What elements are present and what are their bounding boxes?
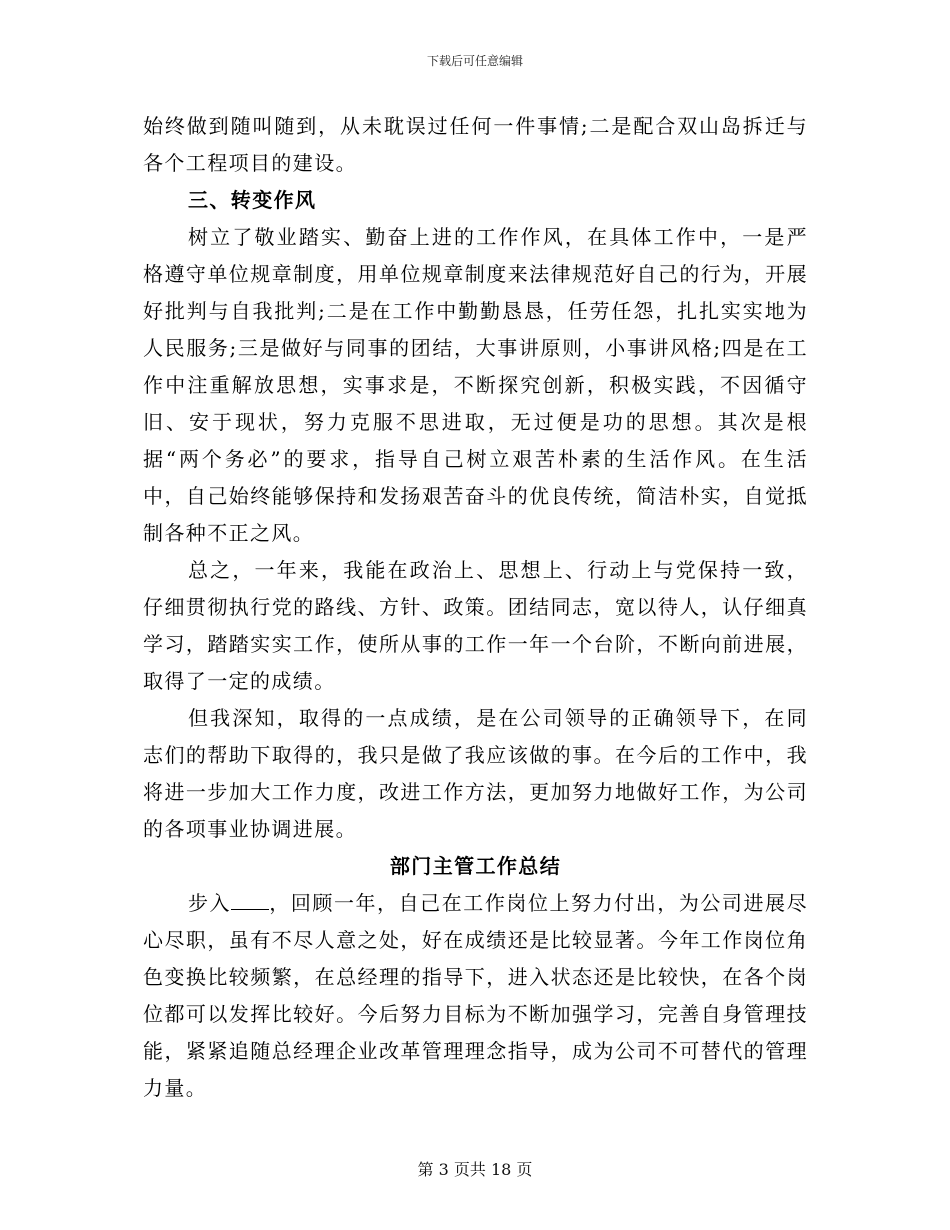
- page-header-note: 下载后可任意编辑: [426, 54, 523, 68]
- paragraph-manager-intro: [143, 885, 808, 1107]
- fill-in-blank: [231, 891, 269, 910]
- paragraph-summary: 总之，一年来，我能在政治上、思想上、行动上与党保持一致，仔细贯彻执行党的路线、方针、政策。团结同志，宽以待人，认仔细真学习，踏踏实实工作，使所从事的工作一年一个台阶，不断向前进展，取得了一定的成绩。: [143, 558, 808, 693]
- section-heading-style: 三、转变作风: [188, 188, 317, 212]
- page-number-footer: 第 3 页共 18 页: [417, 1160, 533, 1179]
- document-body: [143, 108, 808, 1107]
- paragraph-manager-intro-start: 步入: [188, 891, 232, 915]
- document-title-manager-summary: 部门主管工作总结: [389, 854, 562, 878]
- paragraph-continued: 始终做到随叫随到，从未耽误过任何一件事情;二是配合双山岛拆迁与各个工程项目的建设。: [143, 114, 808, 175]
- paragraph-manager-intro-rest: ，回顾一年，自己在工作岗位上努力付出，为公司进展尽心尽职，虽有不尽人意之处，好在成绩还是比较显著。今年工作岗位角色变换比较频繁，在总经理的指导下，进入状态还是比较快，在各个岗位都可以发挥比较好。今后努力目标为不断加强学习，完善自身管理技能，紧紧追随总经理企业改革管理理念指导，成为公司不可替代的管理力量。: [143, 891, 809, 1100]
- paragraph-work-style: 树立了敬业踏实、勤奋上进的工作作风，在具体工作中，一是严格遵守单位规章制度，用单位规章制度来法律规范好自己的行为，开展好批判与自我批判;二是在工作中勤勤恳恳，任劳任怨，扎扎实实地为人民服务;三是做好与同事的团结，大事讲原则，小事讲风格;四是在工作中注重解放思想，实事求是，不断探究创新，积极实践，不因循守旧、安于现状，努力克服不思进取，无过便是功的思想。其次是根据“两个务必”的要求，指导自己树立艰苦朴素的生活作风。在生活中，自己始终能够保持和发扬艰苦奋斗的优良传统，简洁朴实，自觉抵制各种不正之风。: [143, 225, 808, 545]
- paragraph-acknowledgement: 但我深知，取得的一点成绩，是在公司领导的正确领导下，在同志们的帮助下取得的，我只是做了我应该做的事。在今后的工作中，我将进一步加大工作力度，改进工作方法，更加努力地做好工作，为公司的各项事业协调进展。: [143, 706, 808, 841]
